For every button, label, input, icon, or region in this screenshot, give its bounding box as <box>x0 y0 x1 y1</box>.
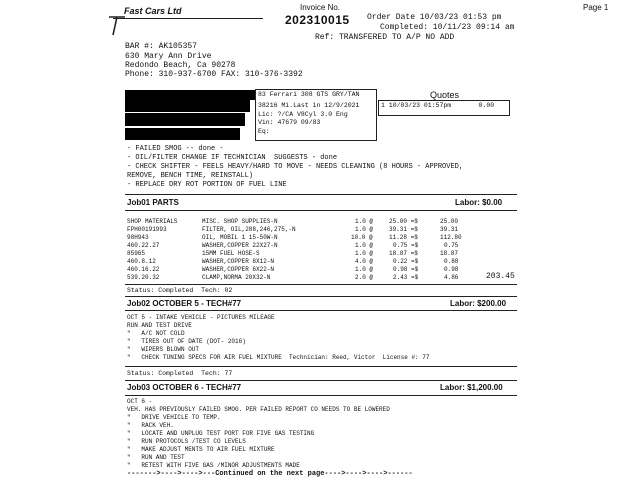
note-line: - OIL/FILTER CHANGE IF TECHNICIAN SUGGESTS - done <box>127 154 338 162</box>
table-row <box>127 226 527 234</box>
part-total: 0.88 <box>444 258 459 265</box>
vehicle-mileage: 38216 Mi.Last in 12/9/2021 <box>258 102 360 109</box>
part-total: 0.75 <box>444 242 459 249</box>
part-code: 85965 <box>127 250 146 257</box>
divider <box>125 194 517 195</box>
job01-title: Job01 PARTS <box>127 198 179 207</box>
job01-labor: Labor: $0.00 <box>455 198 503 207</box>
part-code: 460.22.27 <box>127 242 160 249</box>
part-description: MISC. SHOP SUPPLIES-N <box>202 218 278 225</box>
logo-mark <box>99 6 119 28</box>
divider <box>125 296 517 297</box>
customer-redaction-2 <box>125 100 250 112</box>
job03-line: VEH. HAS PREVIOUSLY FAILED SMOG. PER FAILED REPORT CO NEEDS TO BE LOWERED <box>127 406 390 413</box>
quote-line: 1 10/03/23 01:57pm 0.00 <box>381 102 495 109</box>
note-line: - REPLACE DRY ROT PORTION OF FUEL LINE <box>127 181 287 189</box>
part-code: FPH00191993 <box>127 226 167 233</box>
part-quantity: 1.0 @ <box>355 226 374 233</box>
job03-line: " DRIVE VEHICLE TO TEMP. <box>127 414 221 421</box>
part-code: 539.20.32 <box>127 274 160 281</box>
divider <box>125 284 517 285</box>
job03-line: " RUN PROTOCOLS /TEST CO LEVELS <box>127 438 246 445</box>
job02-status: Status: Completed Tech: 77 <box>127 370 233 377</box>
job02-line: " TIRES OUT OF DATE (DOT- 2016) <box>127 338 246 345</box>
part-quantity: 1.0 @ <box>355 266 374 273</box>
part-quantity: 4.0 @ <box>355 258 374 265</box>
table-row <box>127 258 527 266</box>
part-description: WASHER,COPPER 22X27-N <box>202 242 278 249</box>
part-price: 2.43 =$ <box>393 274 419 281</box>
continued-notice: ------->---->---->---Continued on the next page---->---->---->------ <box>127 470 413 478</box>
order-date: Order Date 10/03/23 01:53 pm <box>367 13 502 22</box>
table-row <box>127 242 527 250</box>
quotes-title: Quotes <box>430 90 460 100</box>
part-price: 25.00 =$ <box>389 218 418 225</box>
job02-line: RUN AND TEST DRIVE <box>127 322 192 329</box>
divider <box>125 310 517 311</box>
part-price: 0.22 =$ <box>393 258 419 265</box>
job01-status: Status: Completed Tech: 02 <box>127 287 233 294</box>
part-code: 460.16.22 <box>127 266 160 273</box>
part-total: 39.31 <box>440 226 459 233</box>
part-description: FILTER, OIL,288,246,275,-N <box>202 226 296 233</box>
table-row <box>127 234 527 242</box>
divider <box>125 395 517 396</box>
parts-total: 203.45 <box>486 272 515 281</box>
note-line: - CHECK SHIFTER - FEELS HEAVY/HARD TO MOVE - NEEDS CLEANING (8 HOURS - APPROVED, <box>127 163 464 171</box>
part-quantity: 1.0 @ <box>355 250 374 257</box>
shop-address-line1: 630 Mary Ann Drive <box>125 52 212 61</box>
part-price: 18.87 =$ <box>389 250 418 257</box>
note-line: REMOVE, BENCH TIME, REINSTALL) <box>127 172 254 180</box>
part-code: 460.8.12 <box>127 258 156 265</box>
reference: Ref: TRANSFERED TO A/P NO ADD <box>315 33 455 42</box>
part-quantity: 10.0 @ <box>351 234 373 241</box>
page-number: Page 1 <box>583 3 609 12</box>
customer-redaction-1 <box>125 90 255 100</box>
part-total: 25.00 <box>440 218 459 225</box>
company-logo-text: Fast Cars Ltd <box>124 6 182 16</box>
bar-number: BAR #: AK105357 <box>125 42 198 51</box>
job03-labor: Labor: $1,200.00 <box>440 383 503 392</box>
part-description: WASHER,COPPER 6X22-N <box>202 266 275 273</box>
job03-title: Job03 OCTOBER 6 - TECH#77 <box>127 383 242 392</box>
divider <box>125 366 517 367</box>
table-row <box>127 218 527 226</box>
part-quantity: 1.0 @ <box>355 242 374 249</box>
table-row <box>127 250 527 258</box>
vehicle-description: 83 Ferrari 308 GTS GRY/TAN <box>258 91 360 98</box>
part-price: 39.31 =$ <box>389 226 418 233</box>
job02-line: OCT 5 - INTAKE VEHICLE - PICTURES MILEAGE <box>127 314 275 321</box>
table-row <box>127 266 527 274</box>
part-description: WASHER,COPPER 8X12-N <box>202 258 275 265</box>
part-description: OIL, MOBIL 1 15-50W-N <box>202 234 278 241</box>
part-description: CLAMP,NORMA 20X32-N <box>202 274 271 281</box>
divider <box>125 380 517 381</box>
vehicle-equipment: Eq: <box>258 128 270 135</box>
job02-line: " A/C NOT COLD <box>127 330 185 337</box>
divider <box>125 210 517 211</box>
customer-redaction-4 <box>125 128 240 140</box>
part-quantity: 1.0 @ <box>355 218 374 225</box>
job02-labor: Labor: $200.00 <box>450 299 507 308</box>
shop-phone: Phone: 310-937-6700 FAX: 310-376-3392 <box>125 70 303 79</box>
part-price: 0.98 =$ <box>393 266 419 273</box>
job03-line: " RUN AND TEST <box>127 454 185 461</box>
vehicle-license: Lic: ?/CA V8Cyl 3.0 Eng <box>258 111 348 118</box>
vehicle-vin: Vin: 47679 09/83 <box>258 119 321 126</box>
customer-redaction-3 <box>125 113 245 126</box>
part-price: 11.28 =$ <box>389 234 418 241</box>
job03-line: " LOCATE AND UNPLUG TEST PORT FOR FIVE GAS TESTING <box>127 430 315 437</box>
note-line: - FAILED SMOG -- done - <box>127 145 224 153</box>
part-code: SHOP MATERIALS <box>127 218 178 225</box>
shop-address-line2: Redondo Beach, Ca 90278 <box>125 61 236 70</box>
job03-line: " RACK VEH. <box>127 422 174 429</box>
invoice-label: Invoice No. <box>300 3 341 12</box>
part-quantity: 2.0 @ <box>355 274 374 281</box>
part-total: 4.86 <box>444 274 459 281</box>
part-description: 15MM FUEL HOSE-S <box>202 250 260 257</box>
job02-line: " WIPERS BLOWN OUT <box>127 346 200 353</box>
job03-line: " RETEST WITH FIVE GAS /MINOR ADJUSTMENTS MADE <box>127 462 300 469</box>
part-price: 0.75 =$ <box>393 242 419 249</box>
invoice-number: 202310015 <box>285 13 350 27</box>
table-row <box>127 274 527 282</box>
part-total: 112.80 <box>440 234 462 241</box>
job02-title: Job02 OCTOBER 5 - TECH#77 <box>127 299 242 308</box>
logo-underline <box>113 18 263 19</box>
job03-line: " MAKE ADJUST MENTS TO AIR FUEL MIXTURE <box>127 446 275 453</box>
completed-date: Completed: 10/11/23 09:14 am <box>380 23 515 32</box>
part-total: 18.87 <box>440 250 459 257</box>
job02-line: " CHECK TUNING SPECS FOR AIR FUEL MIXTURE Technician: Reed, Victor License #: 77 <box>127 354 430 361</box>
part-total: 0.98 <box>444 266 459 273</box>
part-code: 98H943 <box>127 234 149 241</box>
job03-line: OCT 6 - <box>127 398 153 405</box>
